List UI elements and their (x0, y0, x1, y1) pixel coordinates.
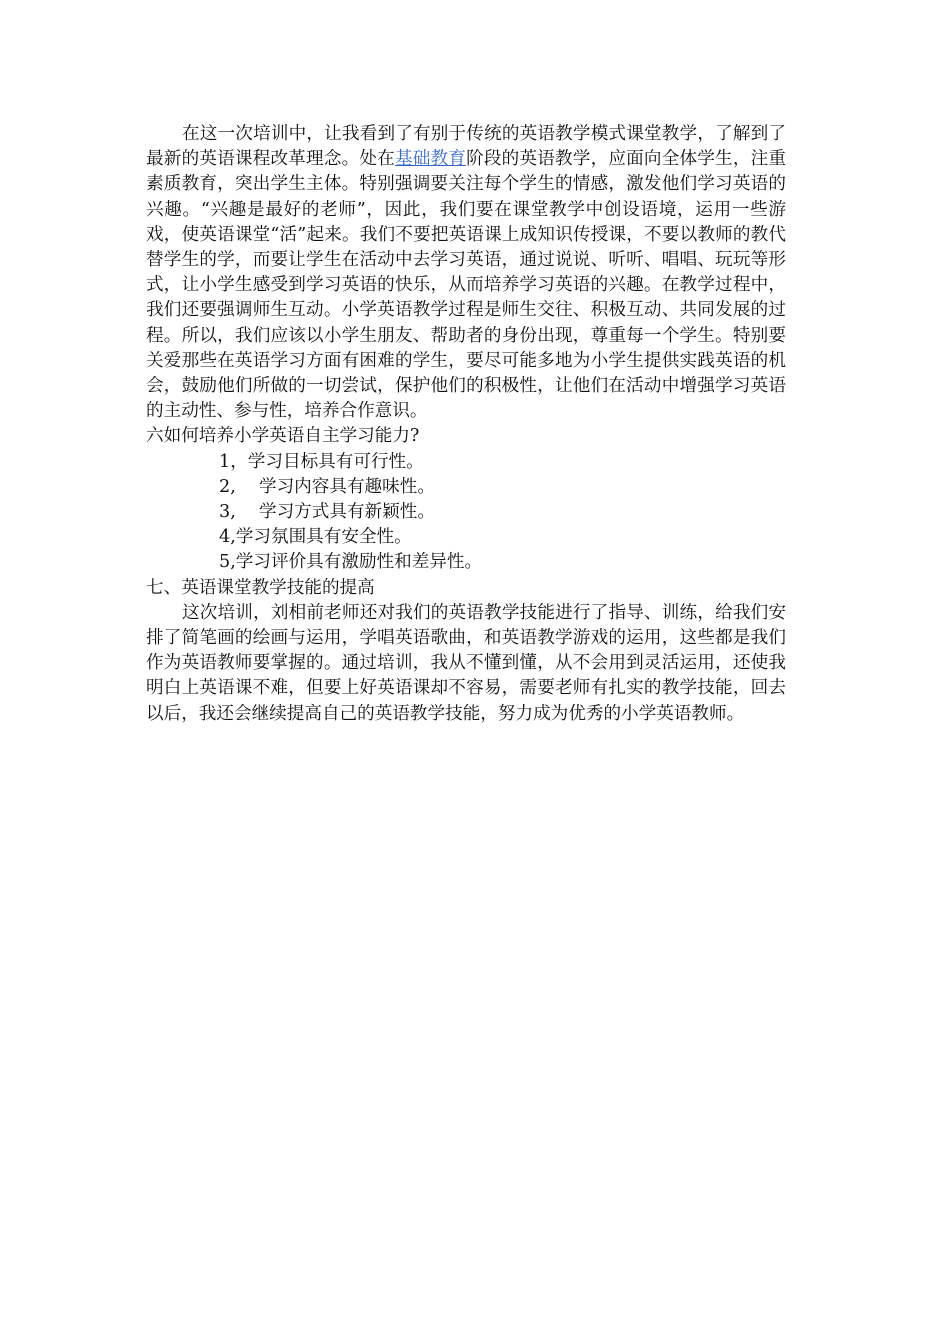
link-basic-education[interactable]: 基础教育 (394, 149, 467, 170)
list-item: 4,学习氛围具有安全性。 (219, 527, 412, 548)
paragraph-text-after-link: 阶段的英语教学，应面向全体学生，注重素质教育，突出学生主体。特别强调要关注每个学生的情感，激发他们学习英语的兴趣。“兴趣是最好的老师”，因此，我们要在课堂教学中创设语境，运用一些游戏，使英语课堂“活”起来。我们不要把英语课上成知识传授课，不要以教师的教代替学生的学，而要让学生在活动中去学习英语，通过说说、听听、唱唱、玩玩等形式，让小学生感受到学习英语的快乐，从而培养学习英语的兴趣。在教学过程中，我们还要强调师生互动。小学英语教学过程是师生交往、积极互动、共同发展的过程。所以，我们应该以小学生朋友、帮助者的身份出现，尊重每一个学生。特别要关爱那些在英语学习方面有困难的学生，要尽可能多地为小学生提供实践英语的机会，鼓励他们所做的一切尝试，保护他们的积极性，让他们在活动中增强学习英语的主动性、参与性，培养合作意识。 (146, 149, 786, 422)
list-item: 5,学习评价具有激励性和差异性。 (219, 552, 483, 573)
document-body (146, 122, 786, 727)
paragraph-teaching-skills: 这次培训，刘相前老师还对我们的英语教学技能进行了指导、训练，给我们安排了简笔画的绘画与运用，学唱英语歌曲，和英语教学游戏的运用，这些都是我们作为英语教师要掌握的。通过培训，我从不懂到懂，从不会用到灵活运用，还使我明白上英语课不难，但要上好英语课却不容易，需要老师有扎实的教学技能，回去以后，我还会继续提高自己的英语教学技能，努力成为优秀的小学英语教师。 (146, 602, 786, 724)
list-item: 2, 学习内容具有趣味性。 (219, 476, 435, 497)
section-6-heading: 六如何培养小学英语自主学习能力? (146, 426, 420, 447)
section-7-heading: 七、英语课堂教学技能的提高 (146, 577, 375, 598)
list-item: 3, 学习方式具有新颖性。 (219, 502, 435, 523)
paragraph-training-reflection (146, 122, 786, 424)
paragraph-text-before-link: 在这一次培训中，让我看到了有别于传统的英语教学模式课堂教学，了解到了最新的英语课程改革理念。处在 (146, 124, 786, 170)
list-item: 1，学习目标具有可行性。 (219, 451, 424, 472)
